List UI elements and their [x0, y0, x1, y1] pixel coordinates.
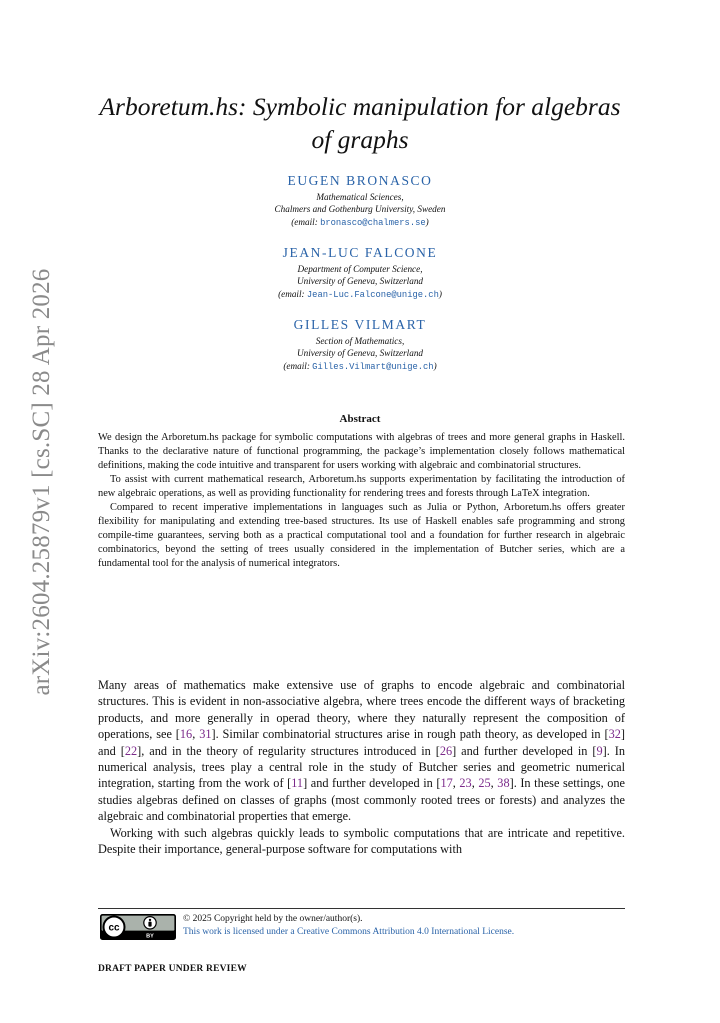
abstract-heading: Abstract [339, 413, 381, 425]
paper-title: Arboretum.hs: Symbolic manipulation for algebras of graphs [99, 92, 621, 154]
author-email-line: (email: Gilles.Vilmart@unige.ch) [283, 360, 437, 372]
body-paragraph: Many areas of mathematics make extensive use of graphs to encode algebraic and combinatorial structures. This is evident in non-associative algebra, where trees encode the different ways of bracketing products, and more generally in operad theory, where they naturally represent the composition of operations, see [16, 31]. Similar combinatorial structures arise in rough path theory, as developed in [32] and [22], and in the theory of regularity structures introduced in [26] and further developed in [9]. In numerical analysis, trees play a central role in the study of Butcher series and geometric numerical integration, starting from the work of [11] and further developed in [17, 23, 25, 38]. In these settings, one studies algebras defined on classes of graphs (most commonly rooted trees or forests) and analyzes the algebraic and combinatorial properties that emerge. [98, 678, 626, 824]
author-email-link[interactable]: Jean-Luc.Falcone@unige.ch [306, 289, 439, 300]
author-name: EUGEN BRONASCO [287, 173, 433, 188]
arxiv-stamp [22, 262, 62, 702]
citation-link[interactable]: 17 [440, 776, 453, 791]
author-affiliation: Department of Computer Science, [297, 264, 423, 274]
citation-link[interactable]: 22 [124, 743, 138, 758]
copyright-text: © 2025 Copyright held by the owner/author(s). [183, 914, 363, 924]
citation-link[interactable]: 26 [439, 743, 453, 758]
cc-by-license-icon[interactable] [100, 914, 176, 940]
author-name: GILLES VILMART [293, 317, 427, 332]
draft-footer: DRAFT PAPER UNDER REVIEW [98, 964, 247, 974]
author-affiliation: University of Geneva, Switzerland [296, 348, 424, 359]
author-block [150, 245, 570, 301]
abstract-paragraph: Compared to recent imperative implementations in languages such as Julia or Python, Arboretum.hs offers greater flexibility for manipulating and extending tree-based structures. Its use of Haskell enables safe programming and strong compile-time guarantees, serving both as a practical computational tool and a foundation for further research in algebraic combinatorics, beyond the setting of trees usually considered in the implementation of Butcher series, which are a fundamental tool for the analysis of numerical integrators. [98, 502, 625, 569]
abstract-paragraph: To assist with current mathematical research, Arboretum.hs supports experimentation by facilitating the introduction of new algebraic operations, as well as providing functionality for rendering trees and forests through LaTeX integration. [98, 474, 625, 499]
author-affiliation: Mathematical Sciences, [316, 192, 404, 202]
citation-link[interactable]: 31 [199, 727, 212, 742]
author-email-line: (email: bronasco@chalmers.se) [291, 216, 429, 228]
abstract-paragraph: We design the Arboretum.hs package for symbolic computations with algebras of trees and more general graphs in Haskell. Thanks to the declarative nature of functional programming, the package’s implementation closely follows mathematical definitions, making the code intuitive and transparent for users working with algebraic and combinatorial structures. [98, 432, 625, 471]
license-link[interactable]: This work is licensed under a Creative Commons Attribution 4.0 International License. [183, 927, 515, 937]
citation-link[interactable]: 32 [608, 727, 621, 742]
footnote-divider [98, 908, 625, 909]
author-email-link[interactable]: bronasco@chalmers.se [320, 217, 426, 228]
citation-link[interactable]: 16 [179, 727, 193, 742]
citation-link[interactable]: 9 [596, 743, 603, 758]
author-affiliation: University of Geneva, Switzerland [296, 276, 424, 287]
author-block [150, 317, 570, 373]
author-email-link[interactable]: Gilles.Vilmart@unige.ch [312, 361, 434, 372]
abstract [98, 431, 625, 571]
author-block [150, 173, 570, 229]
citation-link[interactable]: 25 [478, 776, 491, 791]
author-email-line: (email: Jean-Luc.Falcone@unige.ch) [278, 288, 442, 300]
body-paragraph: Working with such algebras quickly leads to symbolic computations that are intricate and repetitive. Despite their importance, general-purpose software for computations with [98, 825, 625, 857]
body-text [98, 677, 625, 857]
citation-link[interactable]: 23 [459, 776, 472, 791]
by-badge-label: BY [146, 933, 154, 940]
author-affiliation: Section of Mathematics, [315, 336, 405, 346]
author-name: JEAN-LUC FALCONE [282, 245, 438, 260]
citation-link[interactable]: 38 [497, 776, 510, 791]
license-notice [183, 913, 514, 939]
cc-badge-label: cc [108, 922, 120, 934]
arxiv-stamp-text: arXiv:2604.25879v1 [cs.SC] 28 Apr 2026 [28, 268, 55, 696]
author-affiliation: Chalmers and Gothenburg University, Sweden [274, 204, 446, 215]
citation-link[interactable]: 11 [291, 776, 304, 791]
